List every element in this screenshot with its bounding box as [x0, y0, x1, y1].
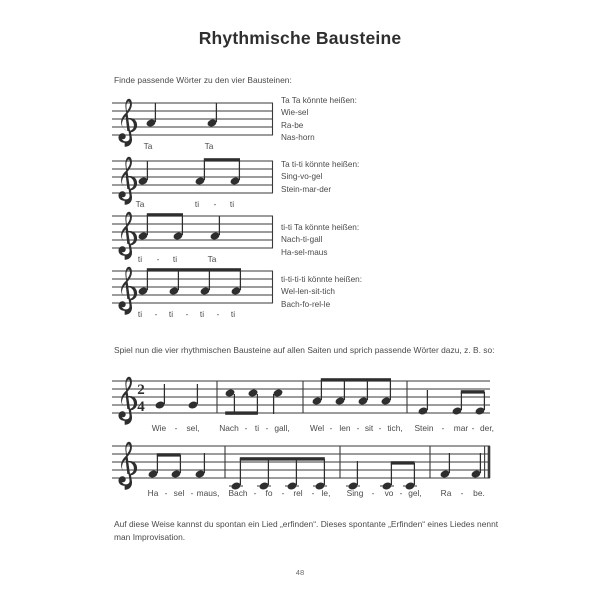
- lyric-hyphen: -: [378, 423, 382, 433]
- lyric-hyphen: -: [356, 423, 360, 433]
- lyric-syllable: fo: [265, 488, 273, 498]
- lyric-syllable: tich,: [387, 423, 403, 433]
- notation-staff-1: [112, 99, 284, 157]
- lyric-syllable: ti: [137, 254, 143, 264]
- note-quarter: [471, 453, 482, 479]
- time-signature: [137, 382, 145, 415]
- note-quarter: [146, 103, 157, 128]
- staff-lines: [112, 161, 273, 193]
- exercise-word: Bach-fo-rel-le: [281, 299, 331, 309]
- lyric-syllable: ti: [168, 309, 174, 319]
- lyric-syllable: Ta: [207, 254, 217, 264]
- lyric-syllable: ti: [172, 254, 178, 264]
- note-quarter: [207, 103, 218, 128]
- page-number: 48: [295, 568, 305, 577]
- note-eighth-pair: [380, 461, 417, 490]
- lyric-hyphen: -: [156, 254, 160, 264]
- staff-lines: [112, 381, 490, 413]
- lyric-hyphen: -: [281, 488, 285, 498]
- lyric-syllable: mar: [453, 423, 469, 433]
- exercise-word: Ra-be: [281, 120, 304, 130]
- lyric-hyphen: -: [471, 423, 475, 433]
- exercise-caption-3: [281, 222, 359, 259]
- note-quarter: [440, 453, 451, 479]
- staff-lines: [112, 271, 273, 303]
- exercise-heading: ti-ti Ta könnte heißen:: [281, 223, 360, 232]
- exercise-word: Sing-vo-gel: [281, 172, 323, 182]
- lyric-syllable: Wie: [151, 423, 167, 433]
- lyric-hyphen: -: [244, 423, 248, 433]
- lyric-hyphen: -: [311, 488, 315, 498]
- exercise-word: Nach-ti-gall: [281, 235, 323, 245]
- svg-text:4: 4: [137, 399, 145, 415]
- lyric-hyphen: -: [213, 199, 217, 209]
- lyric-hyphen: -: [460, 488, 464, 498]
- lyric-syllable: ti: [137, 309, 143, 319]
- staff-lines: [112, 446, 490, 478]
- lyric-hyphen: -: [253, 488, 257, 498]
- treble-clef-icon: [119, 267, 138, 315]
- lyric-syllable: Ta: [143, 141, 153, 151]
- lyrics-row: [148, 488, 485, 498]
- exercise-word: Wie-sel: [281, 108, 309, 118]
- lyric-syllable: le,: [321, 488, 331, 498]
- lyric-syllable: Ta: [204, 141, 214, 151]
- lyric-syllable: be.: [473, 488, 485, 498]
- treble-clef-icon: [119, 377, 138, 425]
- lyric-syllable: Sing: [346, 488, 364, 498]
- exercise-caption-2: [281, 159, 359, 196]
- note-quarter: [346, 461, 360, 491]
- treble-clef-icon: [119, 212, 138, 260]
- lyric-hyphen: -: [265, 423, 269, 433]
- lyric-syllable: sel,: [186, 423, 200, 433]
- note-eighth-group: [312, 378, 392, 405]
- treble-clef-icon: [119, 442, 138, 490]
- lyric-syllable: Ra: [440, 488, 452, 498]
- lyric-syllable: rel: [293, 488, 303, 498]
- middle-paragraph: Spiel nun die vier rhythmischen Bausteine auf allen Saiten und sprich passende Wörter dazu, z. B. so:: [114, 345, 495, 355]
- exercise-word: Stein-mar-der: [281, 184, 332, 194]
- lyric-hyphen: -: [174, 423, 178, 433]
- lyric-syllable: gall,: [274, 423, 290, 433]
- exercise-caption-1: [281, 95, 357, 145]
- note-quarter: [273, 388, 284, 414]
- page-title: Rhythmische Bausteine: [198, 28, 402, 48]
- note-eighth-pair: [148, 453, 182, 478]
- treble-clef-icon: [119, 99, 138, 147]
- lyric-hyphen: -: [399, 488, 403, 498]
- exercise-word: Ha-sel-maus: [281, 247, 328, 257]
- lyric-hyphen: -: [154, 309, 158, 319]
- lyric-syllable: der,: [480, 423, 494, 433]
- exercise-heading: Ta ti-ti könnte heißen:: [281, 160, 360, 169]
- lyric-hyphen: -: [329, 423, 333, 433]
- lyrics-row: [152, 423, 494, 433]
- lyric-syllable: Ha: [147, 488, 159, 498]
- score-system-1: [112, 375, 502, 437]
- treble-clef-icon: [119, 157, 138, 205]
- lyric-syllable: Bach: [228, 488, 248, 498]
- note-eighth-group: [138, 268, 242, 295]
- note-quarter: [418, 390, 429, 416]
- lyric-hyphen: -: [441, 423, 445, 433]
- notation-staff-3: [112, 212, 284, 270]
- lyric-syllable: Ta: [135, 199, 145, 209]
- lyric-syllable: ti: [199, 309, 205, 319]
- lyric-hyphen: -: [216, 309, 220, 319]
- lyric-syllable: Stein: [414, 423, 434, 433]
- note-eighth-pair: [452, 390, 486, 415]
- svg-text:2: 2: [137, 382, 145, 398]
- score-system-2: [112, 440, 502, 502]
- lyric-syllable: gel,: [408, 488, 422, 498]
- exercise-word: Nas-horn: [281, 133, 315, 143]
- staff-lines: [112, 216, 273, 248]
- notation-staff-4: [112, 267, 284, 325]
- lyric-hyphen: -: [185, 309, 189, 319]
- lyric-syllable: sel: [173, 488, 185, 498]
- lyric-hyphen: -: [371, 488, 375, 498]
- exercise-heading: ti-ti-ti-ti könnte heißen:: [281, 275, 362, 284]
- exercise-caption-4: [281, 274, 362, 311]
- closing-paragraph: Auf diese Weise kannst du spontan ein Lied „erfinden“. Dieses spontante „Erfinden“ eines Liedes nennt man Improvisation.: [114, 519, 499, 543]
- lyric-syllable: vo: [384, 488, 394, 498]
- note-quarter: [195, 453, 206, 479]
- lyric-syllable: Wel: [309, 423, 325, 433]
- lyric-syllable: ti: [194, 199, 200, 209]
- lyric-hyphen: -: [190, 488, 194, 498]
- note-quarter: [138, 161, 149, 186]
- exercise-heading: Ta Ta könnte heißen:: [281, 96, 357, 105]
- notation-staff-2: [112, 157, 284, 215]
- lyric-syllable: ti: [254, 423, 260, 433]
- note-eighth-pair: [225, 388, 259, 414]
- lyric-syllable: sit: [364, 423, 374, 433]
- lyric-hyphen: -: [164, 488, 168, 498]
- note-eighth-pair: [195, 158, 241, 185]
- lyric-syllable: maus,: [196, 488, 220, 498]
- staff-lines: [112, 103, 273, 135]
- lyric-syllable: ti: [230, 309, 236, 319]
- lyric-syllable: len: [339, 423, 351, 433]
- lyric-syllable: Nach: [219, 423, 239, 433]
- exercise-word: Wel-len-sit-tich: [281, 287, 335, 297]
- lyric-syllable: ti: [229, 199, 235, 209]
- note-eighth-pair: [138, 213, 184, 240]
- intro-paragraph: Finde passende Wörter zu den vier Bausteinen:: [114, 75, 292, 85]
- note-quarter: [210, 216, 221, 241]
